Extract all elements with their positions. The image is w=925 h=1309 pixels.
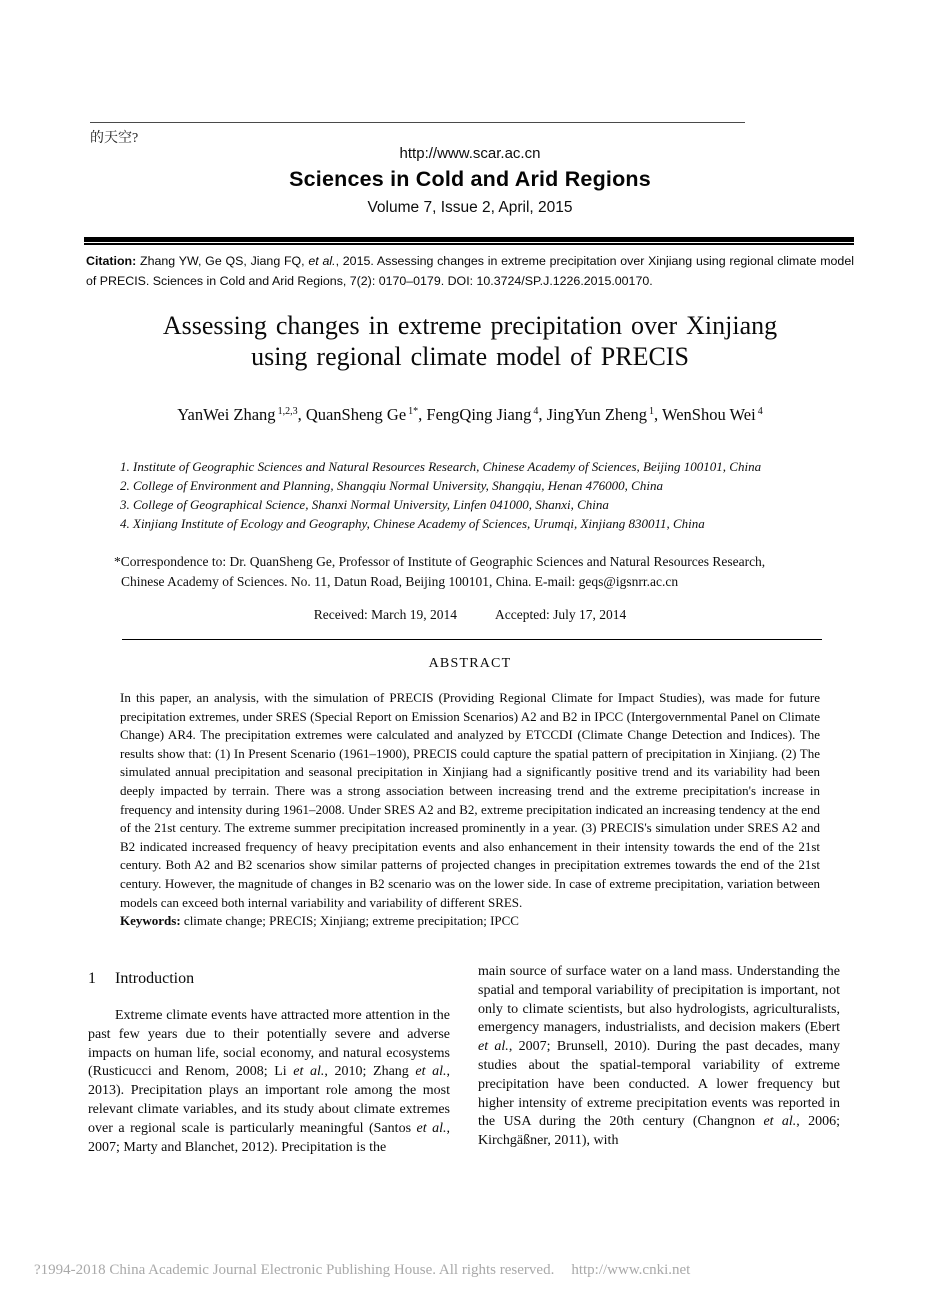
citation-text: Zhang YW, Ge QS, Jiang FQ, et al., 2015. Assessing changes in extreme precipitation over Xinjiang using regional climate model of PRECIS. Sciences in Cold and Arid Regions, 7(2): 0170–0179. DOI: 10.3724/SP.J.1226.2015.00170. bbox=[86, 254, 854, 288]
issue-line: Volume 7, Issue 2, April, 2015 bbox=[367, 199, 573, 216]
page-footer bbox=[34, 1262, 894, 1279]
author-affiliation-sup: 4 bbox=[533, 405, 539, 417]
author: JingYun Zheng $^1$, bbox=[546, 405, 662, 424]
footer-url: http://www.cnki.net bbox=[571, 1262, 691, 1278]
stray-cjk-text: 的天空? bbox=[90, 131, 139, 146]
intro-paragraph-right: main source of surface water on a land mass. Understanding the spatial and temporal variability of precipitation is important, not only to climate scientists, but also hydrologists, agriculturalists, emergency managers, industrialists, and decision makers (Ebert et al., 2007; Brunsell, 2010). During the past decades, many studies about the spatial-temporal variability of extreme precipitation have been conducted. A lower frequency but higher intensity of extreme precipitation events was reported in the USA during the 20th century (Changnon et al., 2006; Kirchgäßner, 2011), with bbox=[478, 964, 841, 1149]
section-heading bbox=[88, 970, 450, 988]
author-affiliation-sup: 4 bbox=[757, 405, 763, 417]
section-number: 1 bbox=[88, 970, 96, 987]
article-title-line-2: using regional climate model of PRECIS bbox=[251, 342, 689, 371]
abstract-block bbox=[120, 689, 820, 931]
intro-left-column bbox=[88, 970, 450, 1157]
affiliation-3: 3. College of Geographical Science, Shanxi Normal University, Linfen 041000, Shanxi, China bbox=[120, 497, 609, 512]
accepted-date: Accepted: July 17, 2014 bbox=[494, 607, 627, 622]
correspondence-line-1: *Correspondence to: Dr. QuanSheng Ge, Professor of Institute of Geographic Sciences and Natural Resources Research, bbox=[114, 554, 766, 569]
author-list bbox=[85, 405, 855, 425]
affiliation-4: 4. Xinjiang Institute of Ecology and Geography, Chinese Academy of Sciences, Urumqi, Xinjiang 830011, China bbox=[120, 516, 705, 531]
citation-block bbox=[86, 251, 854, 291]
citation-rule-thin bbox=[84, 243, 854, 245]
intro-right-column bbox=[478, 963, 840, 1151]
keywords-line bbox=[120, 912, 820, 931]
keywords-label: Keywords: bbox=[120, 913, 181, 929]
abstract-text: In this paper, an analysis, with the simulation of PRECIS (Providing Regional Climate for Impact Studies), was made for future precipitation extremes, under SRES (Special Report on Emission Scenarios) A2 and B2 in IPCC (Intergovernmental Panel on Climate Change) AR4. The precipitation extremes were calculated and analyzed by ETCCDI (Climate Change Detection and Indices). The results show that: (1) In Present Scenario (1961–1900), PRECIS could capture the spatial pattern of precipitation in Xinjiang. (2) The simulated annual precipitation and seasonal precipitation in Xinjiang had a significantly positive trend and its variability had been deeply impacted by terrain. There was a strong association between increasing trend and the extreme precipitation's increase in frequency and intensity during 1961–2008. Under SRES A2 and B2, extreme precipitation indicated an increasing tendency at the end of the 21st century. The extreme summer precipitation increased prominently in a year. (3) PRECIS's simulation under SRES A2 and B2 indicated increased frequency of heavy precipitation events and also enhancement in their intensity towards the end of the 21st century. Both A2 and B2 scenarios show similar patterns of projected changes in precipitation extremes towards the end of the 21st century. However, the magnitude of changes in B2 scenario was on the lower side. In case of extreme precipitation, variation between models can exceed both internal variability and variability of different SRES. bbox=[120, 690, 820, 910]
journal-name: Sciences in Cold and Arid Regions bbox=[289, 167, 651, 191]
journal-url: http://www.scar.ac.cn bbox=[399, 145, 541, 162]
author-affiliation-sup: 1 bbox=[649, 405, 655, 417]
correspondence-line-2: Chinese Academy of Sciences. No. 11, Datun Road, Beijing 100101, China. E-mail: geqs@igsnrr.ac.cn bbox=[121, 573, 679, 589]
citation-rule bbox=[84, 237, 854, 245]
author-affiliation-sup: 1* bbox=[408, 405, 419, 417]
citation-label: Citation: bbox=[86, 254, 137, 268]
dates-line bbox=[85, 607, 855, 623]
correspondence-note bbox=[114, 552, 846, 591]
article-title-line-1: Assessing changes in extreme precipitation over Xinjiang bbox=[162, 311, 778, 340]
abstract-heading: ABSTRACT bbox=[428, 656, 512, 671]
keywords-text: climate change; PRECIS; Xinjiang; extreme precipitation; IPCC bbox=[180, 913, 519, 929]
citation-rule-thick bbox=[84, 237, 854, 242]
author-affiliation-sup: 1,2,3 bbox=[277, 405, 298, 417]
header-divider bbox=[90, 122, 745, 123]
affiliation-list bbox=[120, 457, 840, 533]
author: WenShou Wei $^4$ bbox=[661, 405, 763, 424]
article-title bbox=[85, 310, 855, 372]
affiliation-2: 2. College of Environment and Planning, Shangqiu Normal University, Shangqiu, Henan 476000, China bbox=[120, 478, 663, 493]
received-date: Received: March 19, 2014 bbox=[313, 607, 457, 622]
intro-paragraph-left: Extreme climate events have attracted more attention in the past few years due to their potentially severe and adverse impacts on human life, social economy, and natural ecosystems (Rusticucci and Renom, 2008; Li et al., 2010; Zhang et al., 2013). Precipitation plays an important role among the most relevant climate variables, and its study about climate extremes over a regional scale is particularly meaningful (Santos et al., 2007; Marty and Blanchet, 2012). Precipitation is the bbox=[88, 1008, 451, 1155]
section-title: Introduction bbox=[115, 970, 195, 987]
author: FengQing Jiang $^4$, bbox=[426, 405, 547, 424]
author: QuanSheng Ge $^{1*}$, bbox=[305, 405, 427, 424]
author: YanWei Zhang $^{1,2,3}$, bbox=[177, 405, 306, 424]
affiliation-1: 1. Institute of Geographic Sciences and Natural Resources Research, Chinese Academy of Sciences, Beijing 100101, China bbox=[120, 459, 762, 474]
footer-copyright: ?1994-2018 China Academic Journal Electronic Publishing House. All rights reserved. bbox=[34, 1262, 555, 1278]
abstract-divider bbox=[122, 639, 822, 640]
